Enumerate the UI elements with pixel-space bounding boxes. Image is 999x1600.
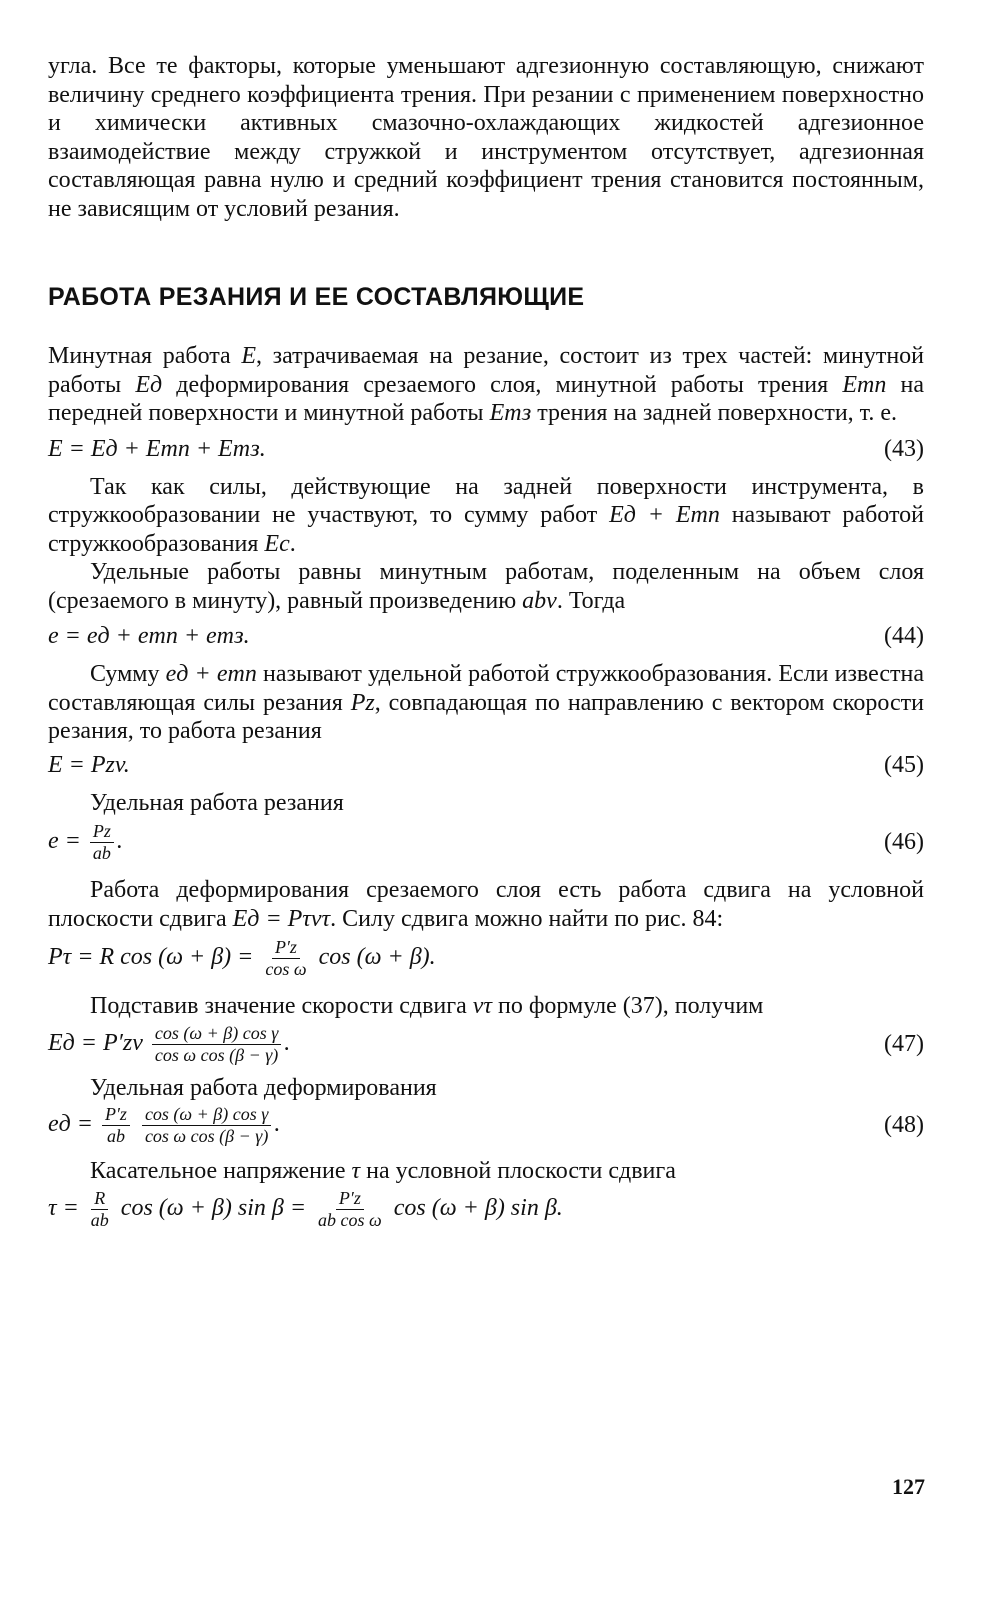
paragraph-specific-cutting-work: Удельная работа резания <box>90 789 344 816</box>
equation-47: Eд = P′zv $\frac{\text{cos (ω + β) cos γ}}{\text{cos ω cos (β − γ)}}$ . (47) <box>48 1022 924 1065</box>
fraction: $\frac{P'z}{\text{cos ω}}$ <box>265 937 307 979</box>
section-heading: РАБОТА РЕЗАНИЯ И ЕЕ СОСТАВЛЯЮЩИЕ <box>48 283 585 311</box>
equation-45 <box>48 752 924 779</box>
equation-43-body: E = Eд + Eтп + Eтз. <box>48 435 266 462</box>
paragraph-specific-work: Удельные работы равны минутным работам, поделенным на объем слоя (срезаемого в минуту), равный произведению abv. Тогда <box>48 559 924 614</box>
paragraph-minute-work: Минутная работа E, затрачиваемая на резание, состоит из трех частей: минутной работы Eд деформирования срезаемого слоя, минутной работы трения Eтп на передней поверхности и минутной работы Eтз трения на задней поверхности, т. е. <box>48 343 925 426</box>
fraction: $\frac{P'z}{\text{ab cos ω}}$ <box>318 1187 382 1230</box>
equation-43 <box>48 436 924 463</box>
paragraph-deformation-work: Работа деформирования срезаемого слоя есть работа сдвига на условной плоскости сдвига Eд = Pτvτ. Силу сдвига можно найти по рис. 84: <box>48 877 924 932</box>
equation-48: eд = $\frac{P'z}{ab}$ $\frac{\text{cos (ω + β) cos γ}}{\text{cos ω cos (β − γ)}}$ . (48) <box>48 1104 924 1146</box>
page-number: 127 <box>892 1474 925 1499</box>
paragraph-shear-stress: Касательное напряжение τ на условной плоскости сдвига <box>90 1158 676 1184</box>
equation-shear-force: Pτ = R cos (ω + β) = $\frac{P'z}{\text{cos ω}}$ cos (ω + β). <box>48 937 436 979</box>
equation-number: (46) <box>884 829 924 855</box>
equation-number: (45) <box>884 751 924 778</box>
paragraph-cutting-work: Сумму eд + eтп называют удельной работой стружкообразования. Если известна составляющая силы резания Pz, совпадающая по направлению с вектором скорости резания, то работа резания <box>48 661 925 744</box>
equation-number: (47) <box>884 1030 924 1057</box>
paragraph-substitution: Подставив значение скорости сдвига vτ по формуле (37), получим <box>90 993 764 1019</box>
fraction: $\frac{\text{cos (ω + β) cos γ}}{\text{cos ω cos (β − γ)}}$ <box>142 1104 271 1147</box>
equation-number: (44) <box>884 623 924 649</box>
equation-number: (43) <box>884 435 924 462</box>
paragraph-chip-formation: Так как силы, действующие на задней поверхности инструмента, в стружкообразовании не участвуют, то сумму работ Eд + Eтп называют работой стружкообразования Eс. <box>48 473 924 557</box>
page-content <box>48 52 924 1231</box>
equation-44 <box>48 623 924 650</box>
fraction: $\frac{R}{ab}$ <box>90 1187 109 1230</box>
equation-44-body: e = eд + eтп + eтз. <box>48 623 250 649</box>
equation-number: (48) <box>884 1112 924 1138</box>
fraction: $\frac{\text{cos (ω + β) cos γ}}{\text{cos ω cos (β − γ)}}$ <box>152 1023 281 1066</box>
equation-46: e = $\frac{Pz}{ab}$ . (46) <box>48 821 924 863</box>
paragraph-specific-deformation: Удельная работа деформирования <box>90 1074 437 1101</box>
fraction: $\frac{P'z}{ab}$ <box>102 1104 130 1147</box>
equation-45-body: E = Pzv. <box>48 751 130 778</box>
fraction: $\frac{Pz}{ab}$ <box>90 821 114 864</box>
equation-shear-stress: τ = $\frac{R}{ab}$ cos (ω + β) sin β = $\frac{P'z}{\text{ab cos ω}}$ cos (ω + β) sin β. <box>48 1187 563 1230</box>
paragraph-continuation: угла. Все те факторы, которые уменьшают адгезионную составляющую, снижают величину среднего коэффициента трения. При резании с применением поверхностно и химически активных смазочно-охлаждающих жидкостей адгезионное взаимодействие между стружкой и инструментом отсутствует, адгезионная составляющая равна нулю и средний коэффициент трения становится постоянным, не зависящим от условий резания. <box>48 53 924 222</box>
